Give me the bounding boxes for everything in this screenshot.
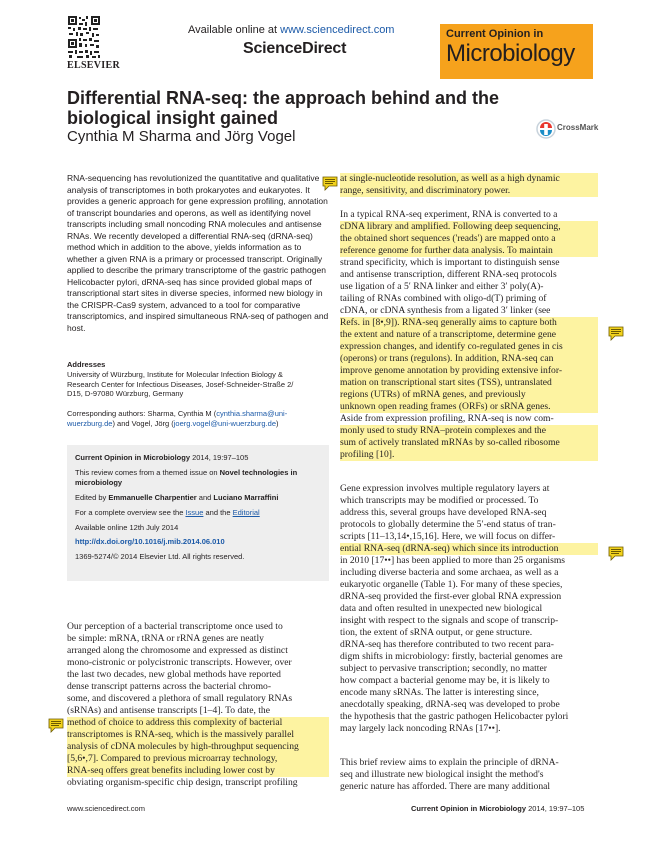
infobox-edited-text: Edited by (75, 493, 109, 502)
text-line: some, and discovered a plethora of small regulatory RNAs (67, 693, 293, 704)
address-line: University of Würzburg, Institute for Molecular Infection Biology & (67, 369, 283, 379)
text-line: tion, the extent of sRNA output, or gene structure. (340, 627, 533, 638)
text-line-highlighted: unknown open reading frames (ORFs) or sRNA genes. (340, 401, 598, 413)
text-line: Gene expression involves multiple regulatory layers at (340, 483, 550, 494)
availability-line (188, 24, 394, 36)
text-line: strand specificity, which is important to distinguish sense (340, 257, 560, 268)
journal-badge (440, 24, 593, 79)
text-line: address this, several groups have developed RNA-seq (340, 507, 547, 518)
annotation-note-icon[interactable] (608, 546, 624, 561)
infobox-editor-2: Luciano Marraffini (213, 493, 279, 502)
text-line-highlighted: at single-nucleotide resolution, as well as a high dynamic (340, 173, 598, 185)
text-line: the last two decades, new global methods have reported (67, 669, 281, 680)
email-link-vogel[interactable]: joerg.vogel@uni-wuerzburg.de (173, 419, 277, 428)
infobox-theme-cont (75, 478, 122, 488)
text-line: use ligation of a 5′ RNA linker and either 3′ poly(A)- (340, 281, 544, 292)
corresponding-authors (67, 409, 329, 429)
text-line-highlighted: improve genome annotation by providing extensive infor- (340, 365, 598, 377)
text-line-highlighted: (operons) or trans (regulons). In addition, RNA-seq can (340, 353, 598, 365)
text-line: anecdotally speaking, dRNA-seq was developed to probe (340, 699, 560, 710)
corresponding-text: Corresponding authors: Sharma, Cynthia M ( (67, 409, 217, 418)
infobox-overview (75, 508, 260, 518)
text-line-highlighted: reference genome for further data analysis. To maintain (340, 245, 598, 257)
footer-journal: Current Opinion in Microbiology (411, 804, 526, 813)
availability-text: Available online at (188, 24, 281, 36)
infobox-editor-1: Emmanuelle Charpentier (108, 493, 197, 502)
infobox-editors (75, 493, 278, 503)
text-line: be simple: mRNA, tRNA or rRNA genes are neatly (67, 633, 264, 644)
text-line: dRNA-seq has therefore contributed to two recent para- (340, 639, 554, 650)
issue-link[interactable]: Issue (185, 508, 204, 517)
footer-citation (411, 804, 584, 813)
infobox-citation (75, 453, 248, 463)
text-line: Our perception of a bacterial transcriptome once used to (67, 621, 283, 632)
text-line: seq and illustrate new biological insight the method's (340, 769, 544, 780)
text-line-highlighted: transcriptomes is RNA-seq, which is the massively parallel (67, 729, 329, 741)
text-line: arranged along the chromosome and expressed as distinct (67, 645, 288, 656)
article-info-box (67, 445, 329, 581)
text-line: eukaryotic organelle (Table 1). For many of these species, (340, 579, 563, 590)
infobox-journal: Current Opinion in Microbiology (75, 453, 190, 462)
infobox-overview-text-2: and the (203, 508, 233, 517)
infobox-copyright: 1369-5274/© 2014 Elsevier Ltd. All rights reserved. (75, 552, 245, 561)
email-link-sharma-cont[interactable]: wuerzburg.de (67, 419, 113, 428)
left-body-text (67, 621, 329, 789)
article-authors: Cynthia M Sharma and Jörg Vogel (67, 128, 296, 145)
text-line-highlighted: expression changes, and identify co-regulated genes in cis (340, 341, 598, 353)
infobox-theme-text: This review comes from a themed issue on (75, 468, 220, 477)
doi-link[interactable] (75, 537, 225, 547)
right-body-intro (340, 173, 598, 197)
infobox-theme-bold-2: microbiology (75, 478, 123, 487)
annotation-note-icon[interactable] (608, 326, 624, 341)
article-title: Differential RNA-seq: the approach behind and the biological insight gained (67, 88, 500, 128)
text-line: (sRNAs) and antisense transcripts [1–4]. To date, the (67, 705, 270, 716)
crossmark-label: CrossMark (557, 123, 599, 132)
editorial-link[interactable]: Editorial (232, 508, 260, 517)
text-line-highlighted: mation on transcriptional start sites (TSS), untranslated (340, 377, 598, 389)
text-line: the hypothesis that the gastric pathogen Helicobacter pylori (340, 711, 569, 722)
text-line: generic nature has afforded. There are many additional (340, 781, 551, 792)
crossmark-badge[interactable] (536, 118, 598, 140)
text-line: dense transcript patterns across the bacterial chromo- (67, 681, 272, 692)
text-line: scripts [11–13,14•,15,16]. Here, we will focus on differ- (340, 531, 556, 542)
annotation-note-icon[interactable] (48, 718, 64, 733)
address-line: D15, D-97080 Würzburg, Germany (67, 389, 184, 399)
text-line: how compact a bacterial genome may be, it is likely to (340, 675, 550, 686)
text-line: in 2010 [17••] has been applied to more than 25 organisms (340, 555, 566, 566)
footer-website: www.sciencedirect.com (67, 804, 145, 813)
text-line: may largely lack noncoding RNAs [17••]. (340, 723, 501, 734)
text-line-highlighted: the obtained short sequences ('reads') are mapped onto a (340, 233, 598, 245)
text-line: subject to pervasive transcription; secondly, no matter (340, 663, 547, 674)
text-line: including diverse bacteria and some archaea, as well as a (340, 567, 559, 578)
infobox-and: and (196, 493, 214, 502)
text-line-highlighted: analysis of cDNA molecules by high-throughput sequencing (67, 741, 329, 753)
infobox-citation-text: 2014, 19:97–105 (190, 453, 249, 462)
text-line: dRNA-seq provided the first-ever global RNA expression (340, 591, 562, 602)
text-line: insight with respect to the signals and scope of transcrip- (340, 615, 559, 626)
text-line-highlighted: RNA-seq offers great benefits including lower cost by (67, 765, 329, 777)
text-line: protocols to globally determine the 5′-end status of tran- (340, 519, 556, 530)
addresses (67, 360, 329, 399)
abstract-text: RNA-sequencing has revolutionized the quantitative and qualitative analysis of transcriptomes in both prokaryotes and eukaryotes. It provides a generic approach for gene expression profiling, annotation of transcript boundaries and operons, as well as identifying novel transcripts including small noncoding RNA molecules and antisense RNAs. We recently developed a differential RNA-seq (dRNA-seq) method which in addition to the above, yields information as to whether a given RNA is a primary or processed transcript. Originally applied to describe the primary transcriptome of the gastric pathogen Helicobacter pylori, dRNA-seq has since provided global maps of transcriptional start sites in diverse species, informed new biology in the CRISPR-Cas9 system, advanced to a tool for comparative transcriptomics, and inspired simultaneous RNA-seq of pathogen and host. (67, 173, 329, 333)
right-body-paragraph-2 (340, 483, 598, 735)
infobox-theme-bold: Novel technologies in (219, 468, 298, 477)
text-line-highlighted: [5,6•,7]. Compared to previous microarray technology, (67, 753, 329, 765)
text-line: data and often resulted in unexpected new biological (340, 603, 543, 614)
text-line-highlighted: profiling [10]. (340, 449, 598, 461)
corresponding-text: ) (276, 419, 279, 428)
text-line: and antisense transcription, different RNA-seq protocols (340, 269, 557, 280)
sciencedirect-link[interactable]: www.sciencedirect.com (280, 24, 395, 36)
text-line-highlighted: ential RNA-seq (dRNA-seq) which since its introduction (340, 543, 598, 555)
corresponding-text: ) and Vogel, Jörg ( (112, 419, 174, 428)
text-line: mono-cistronic or polycistronic transcripts. However, over (67, 657, 292, 668)
doi-link-text[interactable]: http://dx.doi.org/10.1016/j.mib.2014.06.010 (75, 537, 225, 546)
text-line: obviating organism-specific chip design, transcript profiling (67, 777, 298, 788)
text-line: encode many sRNAs. The latter is interesting since, (340, 687, 539, 698)
text-line-highlighted: monly used to study RNA–protein complexes and the (340, 425, 598, 437)
annotation-note-icon[interactable] (322, 176, 338, 191)
infobox-overview-text: For a complete overview see the (75, 508, 186, 517)
text-line: This brief review aims to explain the principle of dRNA- (340, 757, 559, 768)
text-line: digm shifts in microbiology: firstly, bacterial genomes are (340, 651, 563, 662)
right-body-paragraph-1 (340, 209, 598, 461)
journal-badge-line2: Microbiology (446, 40, 575, 67)
text-line-highlighted: sum of actively translated mRNAs by so-called ribosome (340, 437, 598, 449)
qr-code-icon (67, 15, 101, 59)
email-link-sharma[interactable]: cynthia.sharma@uni- (216, 409, 288, 418)
text-line-highlighted: range, sensitivity, and discriminatory power. (340, 185, 598, 197)
addresses-heading: Addresses (67, 360, 106, 369)
text-line: which transcripts may be modified or processed. To (340, 495, 539, 506)
infobox-available: Available online 12th July 2014 (75, 523, 179, 532)
text-line: In a typical RNA-seq experiment, RNA is converted to a (340, 209, 558, 220)
text-line-highlighted: regions (UTRs) of mRNA genes, and previously (340, 389, 598, 401)
sciencedirect-logo: ScienceDirect (243, 40, 347, 57)
text-line: cDNA, or cDNA synthesis from a ligated 3′ linker (see (340, 305, 551, 316)
right-body-paragraph-3 (340, 757, 598, 793)
text-line-highlighted: Refs. in [8•,9]). RNA-seq generally aims to capture both (340, 317, 598, 329)
publisher-logo: ELSEVIER (67, 60, 120, 71)
footer-volume: 2014, 19:97–105 (526, 804, 585, 813)
text-line-highlighted: method of choice to address this complexity of bacterial (67, 717, 329, 729)
text-line-highlighted: the extent and nature of a transcriptome, determine gene (340, 329, 598, 341)
text-line: tailing of RNAs combined with oligo-d(T) priming of (340, 293, 547, 304)
abstract (67, 173, 329, 334)
text-line: Aside from expression profiling, RNA-seq is now com- (340, 413, 554, 424)
address-line: Research Center for Infectious Diseases, Josef-Schneider-Straße 2/ (67, 379, 294, 389)
text-line-highlighted: cDNA library and amplified. Following deep sequencing, (340, 221, 598, 233)
crossmark-icon (536, 119, 556, 139)
infobox-theme (75, 468, 297, 478)
journal-badge-line1: Current Opinion in (446, 28, 544, 40)
